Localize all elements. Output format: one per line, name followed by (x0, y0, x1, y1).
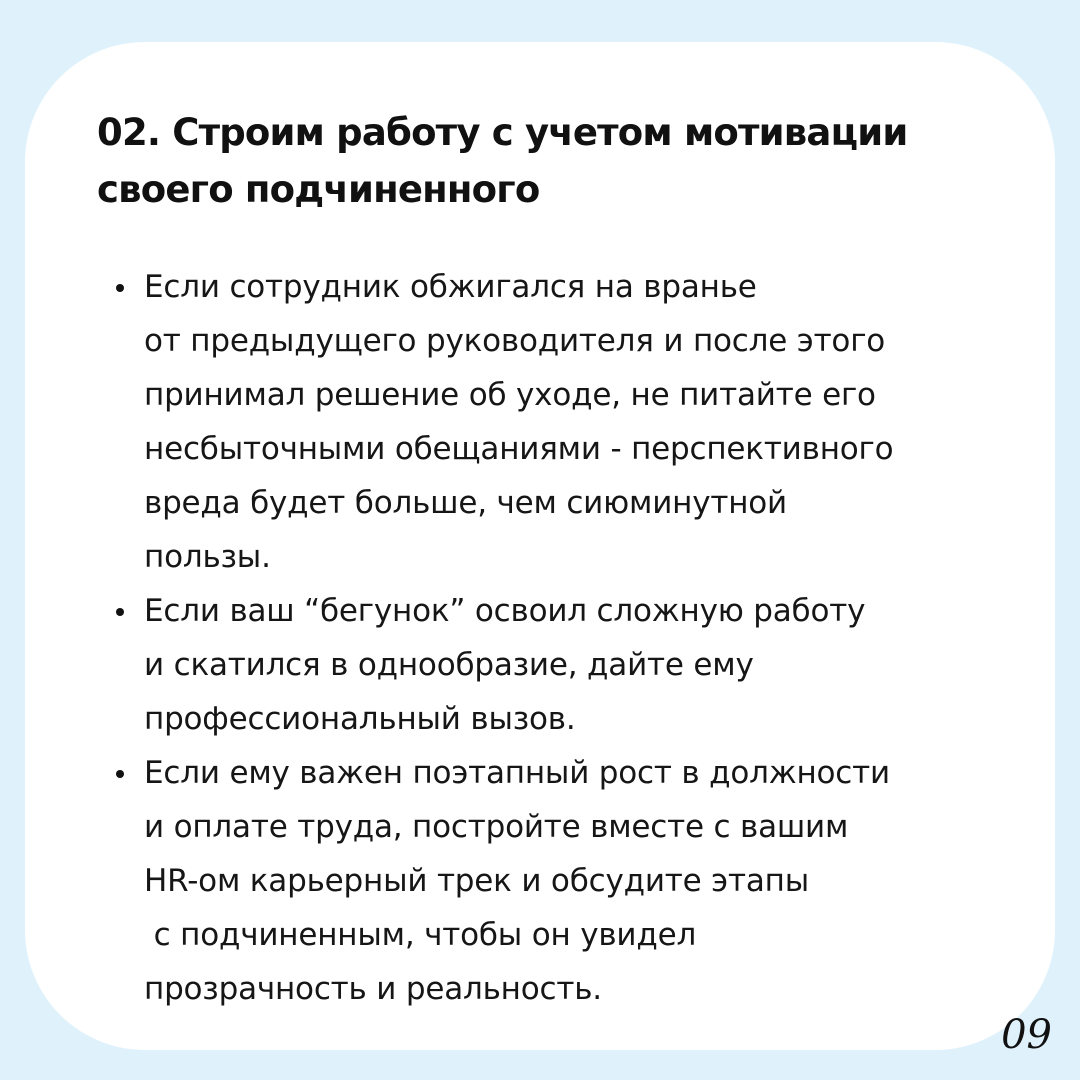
bullet-line: прозрачность и реальность. (144, 971, 602, 1007)
bullet-item (112, 746, 1032, 1016)
title-line: своего подчиненного (97, 168, 540, 211)
bullet-dot-icon (116, 608, 124, 616)
bullet-list (112, 260, 1032, 1016)
bullet-dot-icon (116, 770, 124, 778)
section-title (97, 104, 997, 218)
bullet-line: и скатился в однообразие, дайте ему (144, 647, 754, 683)
bullet-item (112, 584, 1032, 746)
bullet-item (112, 260, 1032, 584)
bullet-line: профессиональный вызов. (144, 701, 576, 737)
bullet-line: от предыдущего руководителя и после этого (144, 323, 886, 359)
bullet-line: пользы. (144, 539, 271, 575)
bullet-line: Если сотрудник обжигался на вранье (144, 269, 757, 305)
bullet-line: Если ваш “бегунок” освоил сложную работу (144, 593, 866, 629)
bullet-line: и оплате труда, постройте вместе с вашим (144, 809, 849, 845)
page-number: 09 (1001, 1012, 1052, 1058)
title-line: 02. Строим работу с учетом мотивации (97, 111, 908, 154)
bullet-line: с подчиненным, чтобы он увидел (144, 917, 697, 953)
bullet-dot-icon (116, 284, 124, 292)
bullet-line: HR-ом карьерный трек и обсудите этапы (144, 863, 809, 899)
bullet-line: Если ему важен поэтапный рост в должности (144, 755, 890, 791)
bullet-line: принимал решение об уходе, не питайте его (144, 377, 876, 413)
bullet-line: несбыточными обещаниями - перспективного (144, 431, 894, 467)
bullet-line: вреда будет больше, чем сиюминутной (144, 485, 788, 521)
